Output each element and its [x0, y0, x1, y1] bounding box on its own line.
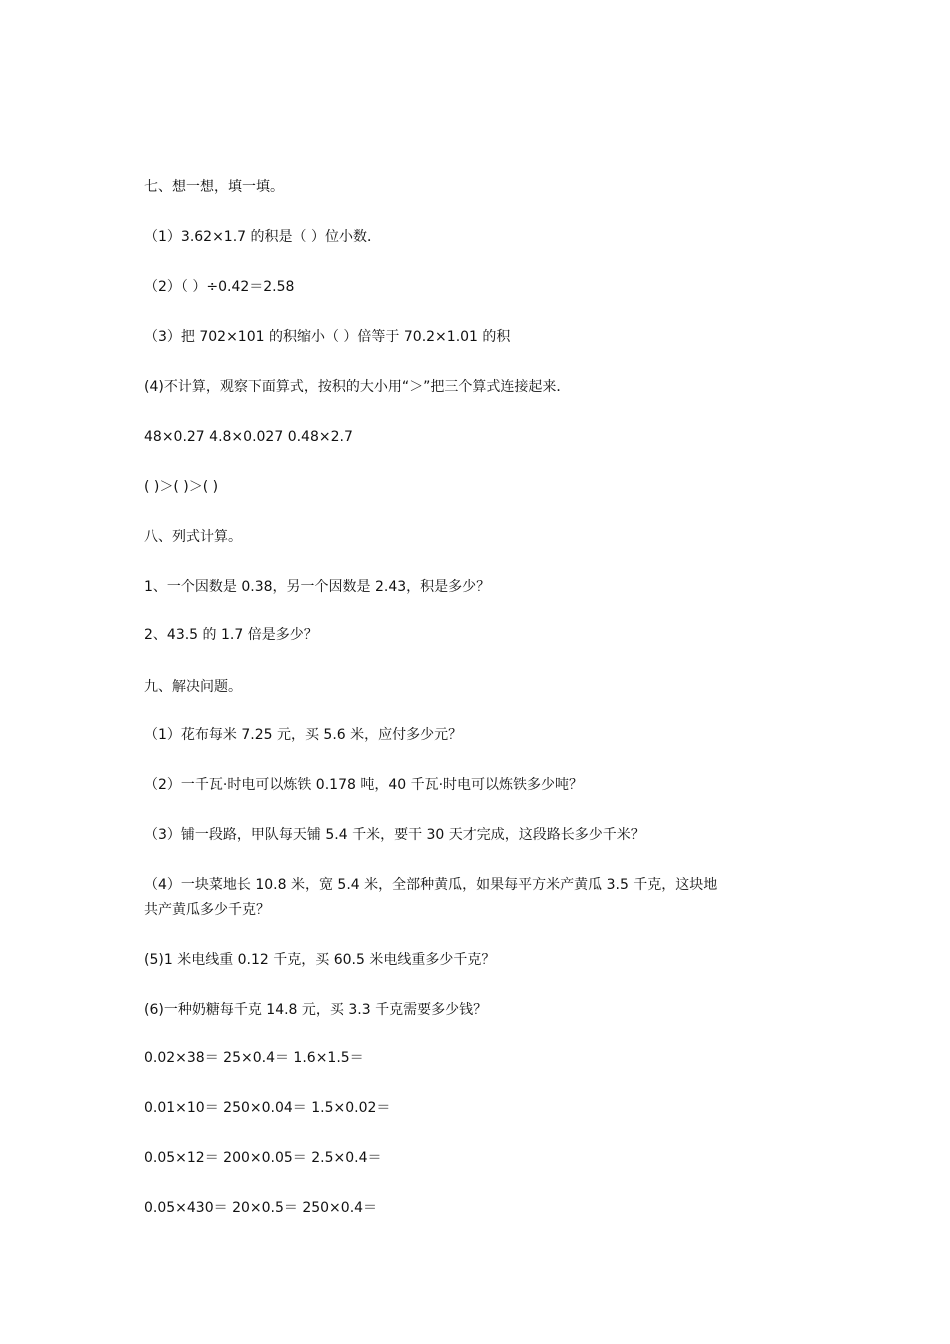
section-eight-heading: 八、列式计算。: [144, 529, 242, 545]
section-seven-question-4-expressions: 48×0.27 4.8×0.027 0.48×2.7: [144, 429, 353, 445]
section-seven-question-2: （2）（ ）÷0.42＝2.58: [144, 279, 295, 295]
section-seven-question-4: (4)不计算，观察下面算式，按积的大小用“＞”把三个算式连接起来．: [144, 379, 571, 395]
section-eight-question-1: 1、一个因数是 0.38，另一个因数是 2.43，积是多少？: [144, 579, 491, 595]
section-nine-question-5: (5)1 米电线重 0.12 千克，买 60.5 米电线重多少千克？: [144, 952, 496, 968]
section-nine-question-2: （2）一千瓦·时电可以炼铁 0.178 吨，40 千瓦·时电可以炼铁多少吨？: [144, 777, 584, 793]
section-nine-question-1: （1）花布每米 7.25 元，买 5.6 米，应付多少元？: [144, 727, 463, 743]
section-nine-heading: 九、解决问题。: [144, 679, 242, 695]
oral-calc-row-3: 0.05×12＝ 200×0.05＝ 2.5×0.4＝: [144, 1150, 382, 1166]
oral-calc-row-1: 0.02×38＝ 25×0.4＝ 1.6×1.5＝: [144, 1050, 364, 1066]
section-eight-question-2: 2、43.5 的 1.7 倍是多少？: [144, 627, 318, 643]
section-nine-question-4-line-2: 共产黄瓜多少千克？: [144, 902, 270, 918]
section-nine-question-4-line-1: （4）一块菜地长 10.8 米，宽 5.4 米，全部种黄瓜，如果每平方米产黄瓜 3.5 千克，这块地: [144, 877, 718, 893]
section-nine-question-3: （3）铺一段路，甲队每天铺 5.4 千米，要干 30 天才完成，这段路长多少千米？: [144, 827, 645, 843]
section-seven-heading: 七、想一想，填一填。: [144, 179, 284, 195]
section-seven-question-4-blanks: ( )＞( )＞( ): [144, 479, 219, 495]
section-nine-question-6: (6)一种奶糖每千克 14.8 元，买 3.3 千克需要多少钱？: [144, 1002, 488, 1018]
section-seven-question-3: （3）把 702×101 的积缩小（ ）倍等于 70.2×1.01 的积: [144, 329, 511, 345]
oral-calc-row-2: 0.01×10＝ 250×0.04＝ 1.5×0.02＝: [144, 1100, 391, 1116]
oral-calc-row-4: 0.05×430＝ 20×0.5＝ 250×0.4＝: [144, 1200, 378, 1216]
section-seven-question-1: （1）3.62×1.7 的积是（ ）位小数．: [144, 229, 381, 245]
